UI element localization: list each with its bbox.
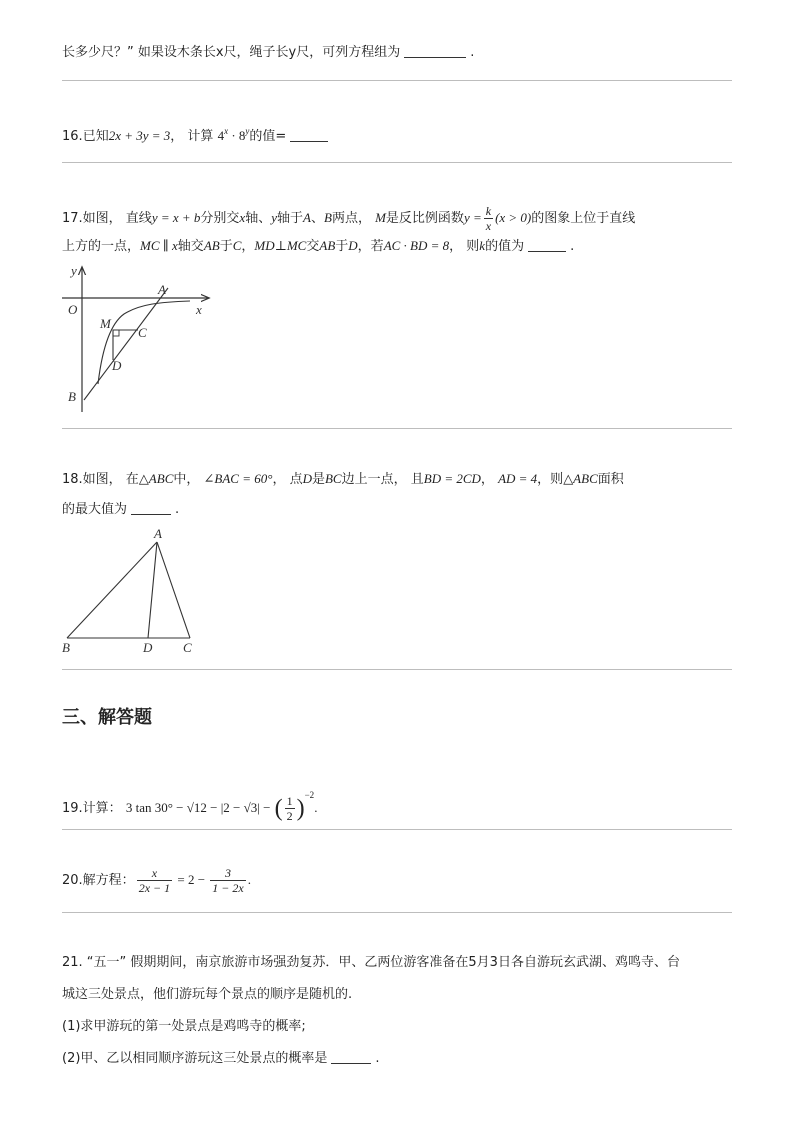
q19-paren-right: ) [296, 795, 305, 822]
section-title: 三、解答题 [62, 707, 152, 728]
label-x: x [196, 302, 202, 317]
label-O: O [68, 302, 78, 317]
q18-line2 [62, 501, 179, 519]
q16-condition: 2x + 3y = 3 [108, 128, 171, 143]
q20-label: 20.解方程： [62, 873, 135, 888]
q16-mid: ， 计算 [170, 129, 218, 144]
q19-frac-num: 1 [286, 794, 293, 808]
q19-exponent: −2 [304, 790, 315, 800]
q20-line [62, 864, 251, 897]
q18-line1 [62, 470, 624, 489]
q20-f2-num: 3 [210, 866, 245, 881]
label-M: M [100, 316, 111, 331]
q17-frac-num: k [485, 204, 492, 218]
q15-text: 长多少尺？” 如果设木条长x尺，绳子长y尺，可列方程组为 [62, 45, 401, 60]
q17-parallel: MC ∥ x [140, 238, 178, 253]
q17-B: B [323, 210, 332, 225]
q20-fraction-1 [137, 866, 172, 895]
q17-text: 是反比例函数 [385, 211, 464, 226]
q16-exp-x: x [224, 126, 229, 136]
q17-text: ，若 [357, 239, 384, 254]
q20-mid: = 2 − [174, 872, 209, 887]
label-C: C [138, 325, 147, 340]
q17-text: 于 [219, 239, 233, 254]
q17-text: 轴于 [277, 211, 304, 226]
q17-fraction [484, 204, 493, 233]
segment-AB [67, 542, 157, 638]
q18-BC: BC [324, 471, 342, 486]
q17-text: ， [241, 239, 255, 254]
q18-text: 面积 [597, 472, 624, 487]
q17-text: 轴、 [245, 211, 272, 226]
q20-f2-den: 1 − 2x [212, 881, 244, 895]
divider [62, 162, 732, 163]
label-D: D [112, 358, 122, 373]
q16-exp-y: y [245, 126, 250, 136]
q17-text: 、 [310, 211, 324, 226]
divider [62, 669, 732, 670]
segment-AC [157, 542, 190, 638]
q19-fraction [285, 794, 295, 823]
segment-AD [148, 542, 157, 638]
q17-line2 [62, 237, 574, 256]
q21-answer-blank[interactable] [331, 1051, 371, 1064]
label-A: A [154, 526, 162, 541]
q18-triangle: △ABC [563, 471, 598, 486]
q18-text: 的最大值为 [62, 502, 128, 517]
q19-frac-den: 2 [286, 809, 293, 823]
q17-answer-blank[interactable] [528, 239, 566, 252]
q15-answer-blank[interactable] [404, 45, 466, 58]
q18-text: 中， [173, 472, 204, 487]
q17-C: C [232, 238, 242, 253]
label-C: C [183, 640, 192, 655]
q20-tail: . [247, 872, 251, 887]
q16-prefix: 已知 [82, 129, 109, 144]
q17-y: y [271, 210, 277, 225]
q16-number: 16. [62, 129, 83, 144]
q17-text: 轴交 [177, 239, 204, 254]
q17-text: 交 [306, 239, 320, 254]
label-B: B [68, 389, 76, 404]
q17-k: k [479, 238, 486, 253]
q16-base-8: 8 [238, 128, 246, 143]
q17-M: M [375, 210, 386, 225]
q21-line2: 城这三处景点，他们游玩每个景点的顺序是随机的. [62, 987, 353, 1002]
q17-x: x [239, 210, 246, 225]
line-AB [84, 288, 168, 400]
q19-line [62, 780, 317, 824]
q17-text: 于 [335, 239, 349, 254]
q21-part2-text: (2)甲、乙以相同顺序游玩这三处景点的概率是 [62, 1051, 328, 1066]
q21-tail: . [375, 1051, 380, 1066]
q18-AD: AD = 4 [498, 471, 538, 486]
q17-text: 分别交 [200, 211, 240, 226]
q17-text: 两点， [331, 211, 376, 226]
right-angle-mark [113, 330, 119, 336]
q18-tail: . [175, 502, 180, 517]
q16-answer-blank[interactable] [290, 129, 328, 142]
label-y: y [71, 263, 77, 278]
q17-text: 17.如图， 直线 [62, 211, 152, 226]
q17-y-eq: y = [463, 210, 482, 225]
q17-line-eq: y = x + b [151, 210, 201, 225]
q17-text: 的值为 [485, 239, 525, 254]
q20-fraction-2 [210, 866, 245, 895]
q18-D: D [302, 471, 312, 486]
q16-dot: · [228, 128, 239, 143]
q17-AB: AB [319, 238, 336, 253]
divider [62, 80, 732, 81]
q16-suffix: 的值= [249, 129, 287, 144]
divider [62, 428, 732, 429]
label-B: B [62, 640, 70, 655]
q18-text: ，则 [537, 472, 564, 487]
q21-line1: 21. “五一” 假期期间，南京旅游市场强劲复苏．甲、乙两位游客准备在5月3日各自游玩玄武湖、鸡鸣寺、台 [62, 955, 680, 970]
label-A: A [158, 282, 166, 297]
q18-figure [58, 524, 208, 658]
q20-f1-num: x [137, 866, 172, 881]
q17-text: 上方的一点， [62, 239, 141, 254]
q17-line1 [62, 204, 635, 233]
label-D: D [143, 640, 153, 655]
q17-product: AC · BD = 8 [383, 238, 450, 253]
q17-frac-den: x [485, 219, 492, 233]
q17-A: A [303, 210, 311, 225]
q17-tail: . [570, 239, 575, 254]
q18-text: 是 [311, 472, 325, 487]
q18-text: 边上一点， 且 [341, 472, 424, 487]
q18-angle: ∠BAC = 60° [203, 471, 273, 486]
q17-text: ， 则 [449, 239, 480, 254]
q17-text: 的图象上位于直线 [531, 211, 636, 226]
q18-ratio: BD = 2CD [423, 471, 481, 486]
q19-tail: . [314, 800, 318, 815]
q16-line [62, 122, 332, 146]
q19-expression: 3 tan 30° − √12 − |2 − √3| − [125, 800, 271, 815]
q19-paren-left: ( [274, 795, 283, 822]
q15-line [62, 44, 474, 62]
q21-part2 [62, 1050, 380, 1068]
divider [62, 829, 732, 830]
q18-triangle: △ABC [138, 471, 174, 486]
q18-text: ， 点 [272, 472, 303, 487]
q18-text: 18.如图， 在 [62, 472, 139, 487]
divider [62, 912, 732, 913]
q17-perp: MD⊥MC [254, 238, 307, 253]
q19-label: 19.计算： [62, 801, 122, 816]
q15-tail: . [470, 45, 475, 60]
q17-D: D [348, 238, 358, 253]
q17-figure [62, 262, 212, 412]
q21-part1: (1)求甲游玩的第一处景点是鸡鸣寺的概率; [62, 1019, 306, 1034]
q17-AB: AB [203, 238, 220, 253]
q17-domain: (x > 0) [495, 210, 532, 225]
q16-base-4: 4 [217, 128, 225, 143]
q18-answer-blank[interactable] [131, 502, 171, 515]
q20-f1-den: 2x − 1 [138, 881, 171, 895]
q18-text: ， [480, 472, 499, 487]
